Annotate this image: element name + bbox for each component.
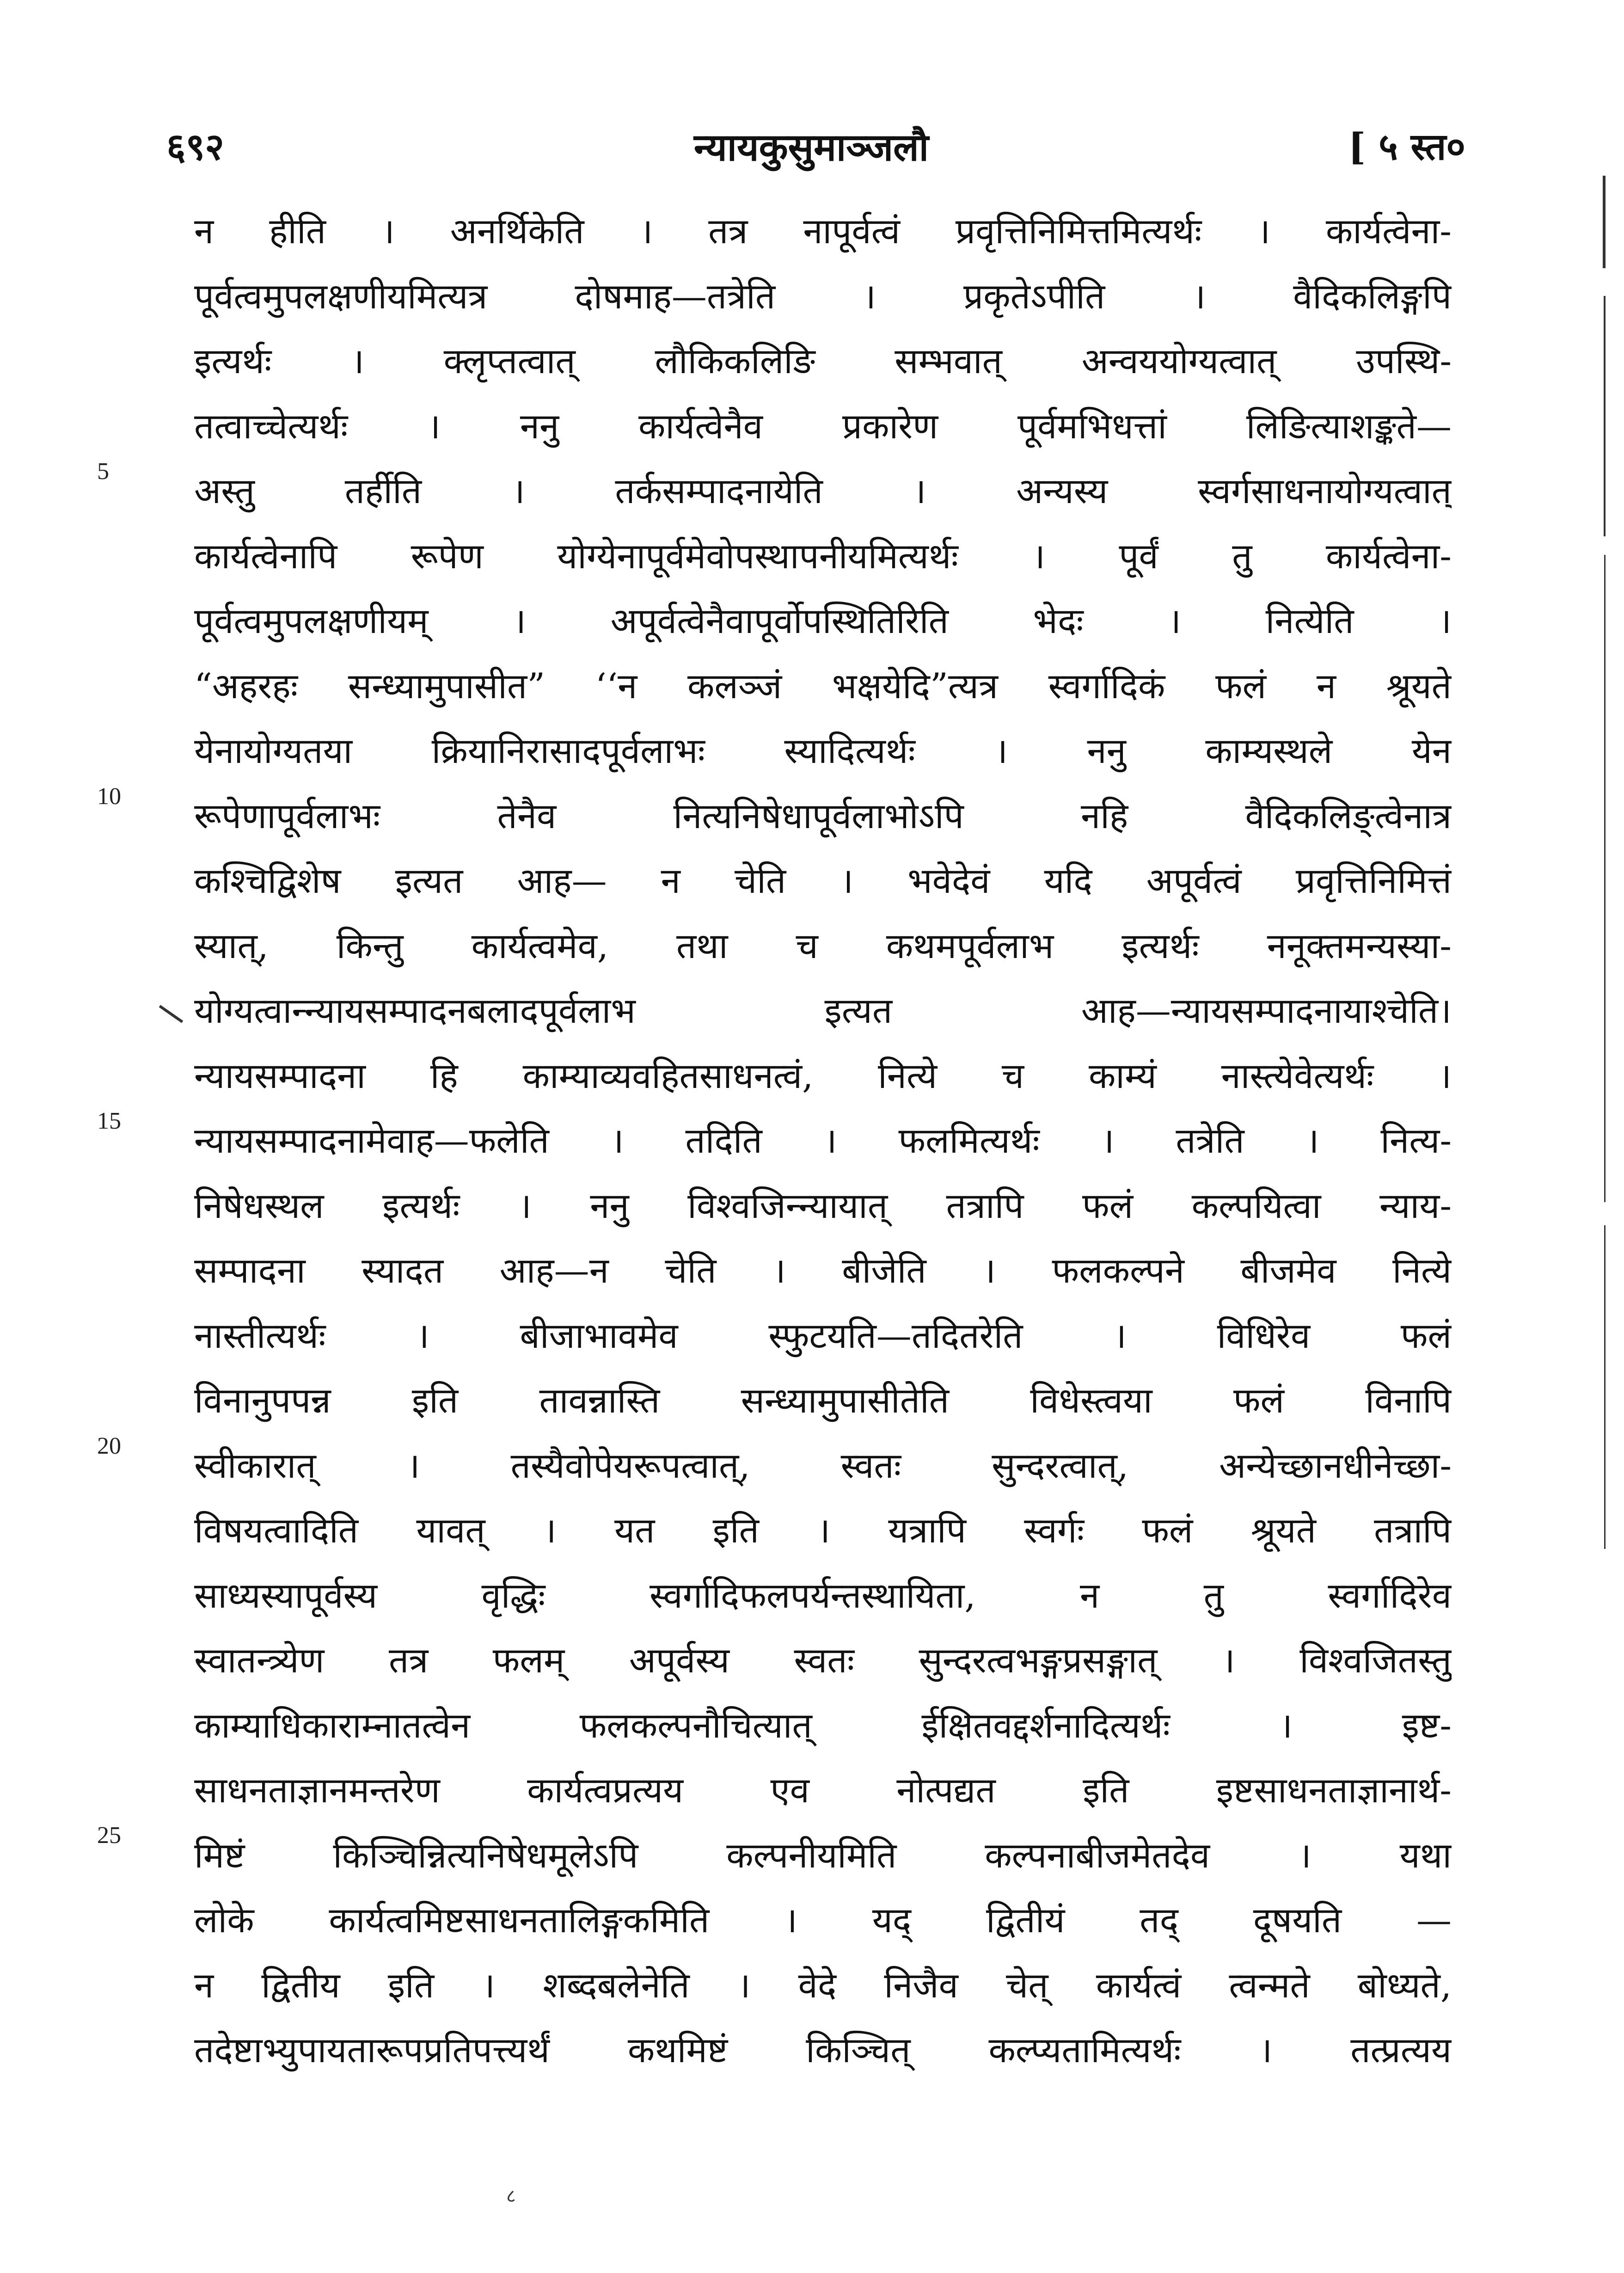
text-line: इत्यर्थः । क्लृप्तत्वात् लौकिकलिङि सम्भवात् अन्वययोग्यत्वात् उपस्थि- bbox=[194, 340, 1452, 381]
text-line: तदेष्टाभ्युपायतारूपप्रतिपत्त्यर्थं कथमिष्टं किञ्चित् कल्प्यतामित्यर्थः । तत्प्रत्यय bbox=[194, 2029, 1452, 2070]
text-line: पूर्वत्वमुपलक्षणीयम् । अपूर्वत्वेनैवापूर्वोपस्थितिरिति भेदः । नित्येति । bbox=[194, 600, 1452, 641]
text-line: नास्तीत्यर्थः । बीजाभावमेव स्फुटयति—तदितरेति । विधिरेव फलं bbox=[194, 1315, 1452, 1356]
text-line: सम्पादना स्यादत आह—न चेति । बीजेति । फलकल्पने बीजमेव नित्ये bbox=[194, 1250, 1452, 1291]
text-line: येनायोग्यतया क्रियानिरासादपूर्वलाभः स्यादित्यर्थः । ननु काम्यस्थले येन bbox=[194, 730, 1452, 771]
scan-stroke bbox=[159, 1005, 184, 1023]
text-line: स्वीकारात् । तस्यैवोपेयरूपत्वात्, स्वतः सुन्दरत्वात्, अन्येच्छानधीनेच्छा- bbox=[194, 1444, 1452, 1486]
text-line: साधनताज्ञानमन्तरेण कार्यत्वप्रत्यय एव नोत्पद्यत इति इष्टसाधनताज्ञानार्थ- bbox=[194, 1769, 1452, 1811]
text-line: न द्वितीय इति । शब्दबलेनेति । वेदे निजैव चेत् कार्यत्वं त्वन्मते बोध्यते, bbox=[194, 1964, 1452, 2006]
text-line: विषयत्वादिति यावत् । यत इति । यत्रापि स्वर्गः फलं श्रूयते तत्रापि bbox=[194, 1510, 1452, 1551]
text-line: स्वातन्त्र्येण तत्र फलम् अपूर्वस्य स्वतः सुन्दरत्वभङ्गप्रसङ्गात् । विश्वजितस्तु bbox=[194, 1640, 1452, 1681]
footer-mark: ८ bbox=[506, 2186, 516, 2207]
text-line: रूपेणापूर्वलाभः तेनैव नित्यनिषेधापूर्वलाभोऽपि नहि वैदिकलिङ्त्वेनात्र bbox=[194, 795, 1452, 836]
margin-scan-mark bbox=[1604, 555, 1606, 1202]
text-line: पूर्वत्वमुपलक्षणीयमित्यत्र दोषमाह—तत्रेति । प्रकृतेऽपीति । वैदिकलिङ्गपि bbox=[194, 275, 1452, 317]
running-header bbox=[157, 116, 1465, 171]
commentary-text bbox=[194, 199, 1452, 2083]
text-line: कार्यत्वेनापि रूपेण योग्येनापूर्वमेवोपस्थापनीयमित्यर्थः । पूर्वं तु कार्यत्वेना- bbox=[194, 535, 1452, 577]
line-number-5: 5 bbox=[97, 458, 109, 485]
text-line: लोके कार्यत्वमिष्टसाधनतालिङ्गकमिति । यद् द्वितीयं तद् दूषयति — bbox=[194, 1899, 1452, 1941]
margin-scan-mark bbox=[1604, 1225, 1606, 1549]
text-line: तत्वाच्चेत्यर्थः । ननु कार्यत्वेनैव प्रकारेण पूर्वमभिधत्तां लिङित्याशङ्कते— bbox=[194, 405, 1452, 447]
text-line: निषेधस्थल इत्यर्थः । ननु विश्वजिन्न्यायात् तत्रापि फलं कल्पयित्वा न्याय- bbox=[194, 1185, 1452, 1226]
section-marker: [ ५ स्त० bbox=[1348, 125, 1465, 168]
text-line: न हीति । अनर्थिकेति । तत्र नापूर्वत्वं प्रवृत्तिनिमित्तमित्यर्थः । कार्यत्वेना- bbox=[194, 210, 1452, 252]
line-number-20: 20 bbox=[97, 1433, 121, 1459]
text-line: न्यायसम्पादना हि काम्याव्यवहितसाधनत्वं, नित्ये च काम्यं नास्त्येवेत्यर्थः । bbox=[194, 1055, 1452, 1096]
line-number-25: 25 bbox=[97, 1822, 121, 1849]
text-line: योग्यत्वान्न्यायसम्पादनबलादपूर्वलाभ इत्यत आह—न्यायसम्पादनायाश्चेति। bbox=[194, 990, 1452, 1031]
text-line: काम्याधिकाराम्नातत्वेन फलकल्पनौचित्यात् ईक्षितवद्दर्शनादित्यर्थः । इष्ट- bbox=[194, 1704, 1452, 1746]
line-number-15: 15 bbox=[97, 1108, 121, 1134]
line-number-10: 10 bbox=[97, 783, 121, 810]
text-line: न्यायसम्पादनामेवाह—फलेति । तदिति । फलमित्यर्थः । तत्रेति । नित्य- bbox=[194, 1120, 1452, 1161]
text-line: मिष्टं किञ्चिन्नित्यनिषेधमूलेऽपि कल्पनीयमिति कल्पनाबीजमेतदेव । यथा bbox=[194, 1834, 1452, 1876]
text-line: विनानुपपन्न इति तावन्नास्ति सन्ध्यामुपासीतेति विधेस्त्वया फलं विनापि bbox=[194, 1380, 1452, 1421]
page-number: ६९२ bbox=[166, 125, 224, 168]
text-line: “अहरहः सन्ध्यामुपासीत” ‘‘न कलञ्जं भक्षयेदि”त्यत्र स्वर्गादिकं फलं न श्रूयते bbox=[194, 665, 1452, 706]
margin-scan-mark bbox=[1604, 296, 1606, 536]
text-line: स्यात्, किन्तु कार्यत्वमेव, तथा च कथमपूर्वलाभ इत्यर्थः ननूक्तमन्यस्या- bbox=[194, 925, 1452, 966]
margin-scan-mark bbox=[1603, 176, 1606, 268]
running-title: न्यायकुसुमाञ्जलौ bbox=[694, 125, 929, 170]
text-line: कश्चिद्विशेष इत्यत आह— न चेति । भवेदेवं यदि अपूर्वत्वं प्रवृत्तिनिमित्तं bbox=[194, 860, 1452, 901]
text-line: अस्तु तर्हीति । तर्कसम्पादनायेति । अन्यस्य स्वर्गसाधनायोग्यत्वात् bbox=[194, 470, 1452, 511]
text-line: साध्यस्यापूर्वस्य वृद्धिः स्वर्गादिफलपर्यन्तस्थायिता, न तु स्वर्गादिरेव bbox=[194, 1574, 1452, 1616]
